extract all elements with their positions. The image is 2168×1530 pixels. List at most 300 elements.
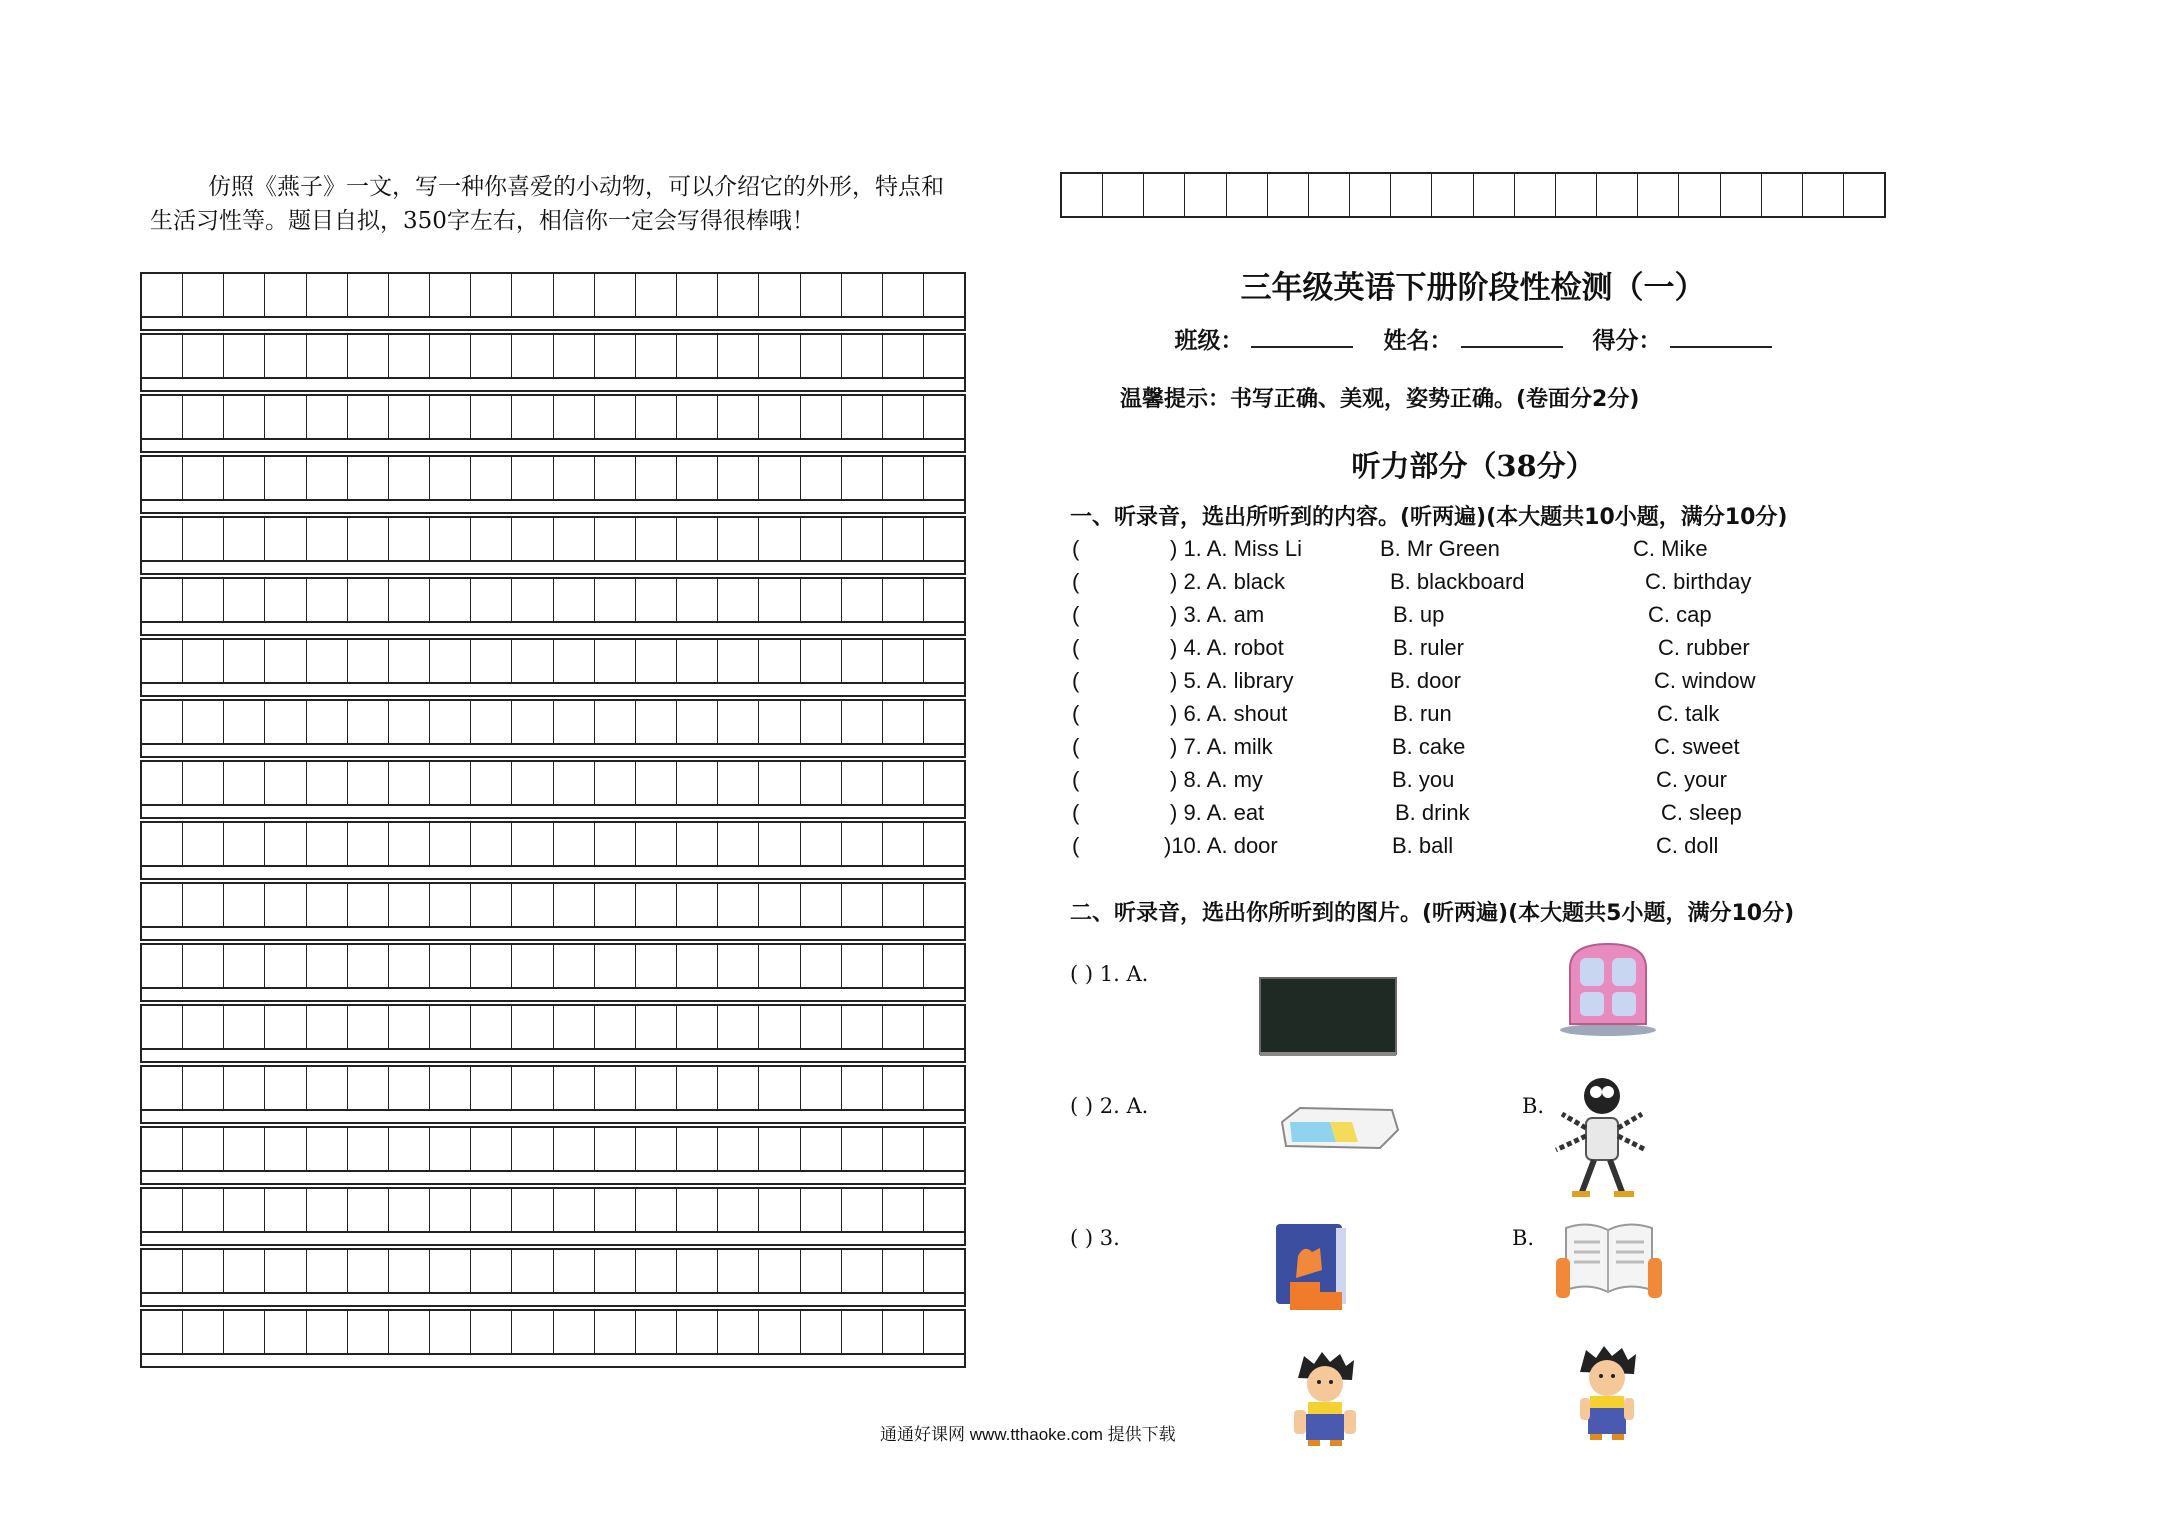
essay-grid-cell[interactable]	[265, 579, 306, 621]
answer-paren[interactable]: (	[1072, 701, 1080, 726]
essay-grid-cell[interactable]	[389, 457, 430, 499]
essay-grid-cell[interactable]	[1268, 174, 1309, 216]
essay-grid-cell[interactable]	[801, 1128, 842, 1170]
essay-grid-cell[interactable]	[183, 762, 224, 804]
essay-grid-cell[interactable]	[595, 335, 636, 377]
essay-grid-cell[interactable]	[842, 884, 883, 926]
essay-grid-cell[interactable]	[307, 945, 348, 987]
essay-grid-cell[interactable]	[142, 274, 183, 316]
essay-grid-cell[interactable]	[471, 518, 512, 560]
essay-grid-cell[interactable]	[430, 274, 471, 316]
essay-grid-cell[interactable]	[512, 396, 553, 438]
essay-grid-cell[interactable]	[512, 1250, 553, 1292]
essay-grid-cell[interactable]	[677, 396, 718, 438]
essay-grid-cell[interactable]	[677, 1250, 718, 1292]
essay-grid-cell[interactable]	[842, 701, 883, 743]
essay-grid-row[interactable]	[140, 1126, 966, 1172]
essay-grid-cell[interactable]	[718, 884, 759, 926]
essay-grid-cell[interactable]	[142, 1128, 183, 1170]
essay-grid-cell[interactable]	[1350, 174, 1391, 216]
essay-grid-cell[interactable]	[924, 1250, 964, 1292]
essay-grid-cell[interactable]	[842, 823, 883, 865]
answer-paren[interactable]: (	[1072, 569, 1080, 594]
essay-grid-cell[interactable]	[348, 640, 389, 682]
essay-grid-cell[interactable]	[883, 823, 924, 865]
essay-grid-cell[interactable]	[636, 701, 677, 743]
essay-grid-cell[interactable]	[759, 1067, 800, 1109]
essay-grid-cell[interactable]	[265, 701, 306, 743]
essay-grid-cell[interactable]	[1638, 174, 1679, 216]
essay-grid-cell[interactable]	[759, 1006, 800, 1048]
answer-paren[interactable]: (	[1072, 635, 1080, 660]
essay-grid-cell[interactable]	[883, 762, 924, 804]
essay-grid-cell[interactable]	[595, 1006, 636, 1048]
essay-grid-cell[interactable]	[183, 274, 224, 316]
essay-grid-cell[interactable]	[183, 1311, 224, 1353]
essay-grid-cell[interactable]	[595, 274, 636, 316]
essay-grid-cell[interactable]	[512, 762, 553, 804]
essay-grid-cell[interactable]	[348, 823, 389, 865]
essay-grid-cell[interactable]	[883, 274, 924, 316]
essay-grid-cell[interactable]	[512, 1311, 553, 1353]
essay-grid-cell[interactable]	[389, 701, 430, 743]
essay-grid-cell[interactable]	[307, 1250, 348, 1292]
essay-grid-cell[interactable]	[471, 640, 512, 682]
essay-grid-cell[interactable]	[389, 762, 430, 804]
essay-grid-cell[interactable]	[142, 823, 183, 865]
essay-grid-cell[interactable]	[512, 274, 553, 316]
essay-grid-cell[interactable]	[677, 1067, 718, 1109]
essay-grid-cell[interactable]	[801, 762, 842, 804]
essay-grid-cell[interactable]	[677, 457, 718, 499]
essay-grid-cell[interactable]	[924, 884, 964, 926]
essay-grid-cell[interactable]	[1844, 174, 1884, 216]
essay-grid-row[interactable]	[140, 394, 966, 440]
essay-grid-cell[interactable]	[348, 579, 389, 621]
essay-grid-cell[interactable]	[636, 335, 677, 377]
essay-grid-cell[interactable]	[1309, 174, 1350, 216]
essay-grid-cell[interactable]	[430, 396, 471, 438]
essay-grid-cell[interactable]	[677, 701, 718, 743]
essay-grid-cell[interactable]	[348, 518, 389, 560]
essay-grid-cell[interactable]	[142, 884, 183, 926]
essay-grid-cell[interactable]	[1721, 174, 1762, 216]
essay-grid-cell[interactable]	[471, 945, 512, 987]
essay-grid-cell[interactable]	[183, 1189, 224, 1231]
essay-grid-cell[interactable]	[1474, 174, 1515, 216]
essay-grid-row[interactable]	[140, 882, 966, 928]
essay-grid-cell[interactable]	[471, 762, 512, 804]
essay-grid-cell[interactable]	[389, 335, 430, 377]
essay-grid-cell[interactable]	[307, 762, 348, 804]
essay-grid-cell[interactable]	[595, 518, 636, 560]
essay-grid-cell[interactable]	[636, 1311, 677, 1353]
essay-grid-cell[interactable]	[842, 1311, 883, 1353]
essay-grid-cell[interactable]	[348, 396, 389, 438]
essay-grid-cell[interactable]	[224, 640, 265, 682]
essay-grid-cell[interactable]	[718, 274, 759, 316]
essay-grid-cell[interactable]	[389, 1189, 430, 1231]
essay-grid-cell[interactable]	[759, 1250, 800, 1292]
essay-grid-cell[interactable]	[554, 823, 595, 865]
essay-grid-cell[interactable]	[924, 518, 964, 560]
essay-grid-cell[interactable]	[718, 579, 759, 621]
essay-grid-cell[interactable]	[842, 1067, 883, 1109]
essay-grid-cell[interactable]	[595, 1250, 636, 1292]
essay-grid-cell[interactable]	[142, 1250, 183, 1292]
essay-grid-cell[interactable]	[265, 1311, 306, 1353]
essay-grid-cell[interactable]	[677, 1311, 718, 1353]
essay-grid-cell[interactable]	[348, 1250, 389, 1292]
essay-grid-cell[interactable]	[595, 701, 636, 743]
essay-grid-cell[interactable]	[883, 1006, 924, 1048]
essay-grid-cell[interactable]	[307, 1189, 348, 1231]
essay-grid-cell[interactable]	[265, 823, 306, 865]
essay-grid-row[interactable]	[140, 577, 966, 623]
essay-grid-cell[interactable]	[512, 457, 553, 499]
essay-grid-cell[interactable]	[677, 1128, 718, 1170]
essay-grid-cell[interactable]	[265, 945, 306, 987]
essay-grid-cell[interactable]	[389, 396, 430, 438]
essay-grid-cell[interactable]	[554, 335, 595, 377]
essay-grid-cell[interactable]	[1597, 174, 1638, 216]
essay-grid-cell[interactable]	[512, 945, 553, 987]
essay-grid-cell[interactable]	[471, 579, 512, 621]
essay-grid-cell[interactable]	[759, 762, 800, 804]
essay-grid-cell[interactable]	[924, 640, 964, 682]
essay-grid-cell[interactable]	[883, 1189, 924, 1231]
essay-grid-cell[interactable]	[224, 884, 265, 926]
essay-grid-cell[interactable]	[142, 335, 183, 377]
essay-grid-cell[interactable]	[759, 274, 800, 316]
essay-grid-cell[interactable]	[1144, 174, 1185, 216]
essay-grid-cell[interactable]	[307, 640, 348, 682]
essay-grid-cell[interactable]	[924, 457, 964, 499]
essay-grid-cell[interactable]	[430, 640, 471, 682]
essay-grid-cell[interactable]	[307, 701, 348, 743]
class-field[interactable]	[1251, 324, 1353, 348]
essay-grid-cell[interactable]	[595, 1311, 636, 1353]
essay-grid-cell[interactable]	[636, 640, 677, 682]
essay-grid-cell[interactable]	[307, 1067, 348, 1109]
essay-grid-cell[interactable]	[883, 396, 924, 438]
essay-grid-cell[interactable]	[883, 579, 924, 621]
essay-grid-cell[interactable]	[183, 823, 224, 865]
essay-grid-cell[interactable]	[718, 335, 759, 377]
essay-grid-cell[interactable]	[307, 1128, 348, 1170]
essay-grid-cell[interactable]	[924, 1311, 964, 1353]
answer-paren[interactable]: (	[1072, 767, 1080, 792]
essay-grid-cell[interactable]	[595, 1128, 636, 1170]
essay-grid-cell[interactable]	[471, 1006, 512, 1048]
essay-grid-cell[interactable]	[842, 1128, 883, 1170]
essay-grid-cell[interactable]	[924, 1006, 964, 1048]
essay-grid-cell[interactable]	[1103, 174, 1144, 216]
essay-grid-cell[interactable]	[183, 1067, 224, 1109]
essay-grid-cell[interactable]	[430, 884, 471, 926]
essay-grid-cell[interactable]	[265, 518, 306, 560]
essay-grid-cell[interactable]	[142, 640, 183, 682]
essay-grid-cell[interactable]	[636, 396, 677, 438]
essay-grid-row[interactable]	[140, 1248, 966, 1294]
essay-grid-cell[interactable]	[1062, 174, 1103, 216]
essay-grid-cell[interactable]	[883, 1128, 924, 1170]
essay-grid-cell[interactable]	[224, 762, 265, 804]
essay-grid-cell[interactable]	[1556, 174, 1597, 216]
essay-grid-cell[interactable]	[348, 1128, 389, 1170]
essay-grid-cell[interactable]	[554, 518, 595, 560]
essay-grid-cell[interactable]	[430, 1311, 471, 1353]
essay-grid-cell[interactable]	[512, 518, 553, 560]
essay-grid-cell[interactable]	[636, 1250, 677, 1292]
essay-grid-cell[interactable]	[801, 579, 842, 621]
essay-grid-cell[interactable]	[801, 1189, 842, 1231]
essay-grid-cell[interactable]	[512, 1189, 553, 1231]
essay-grid-cell[interactable]	[265, 640, 306, 682]
essay-grid-cell[interactable]	[554, 579, 595, 621]
essay-grid-cell[interactable]	[924, 945, 964, 987]
essay-grid-cell[interactable]	[801, 1250, 842, 1292]
essay-grid-cell[interactable]	[842, 457, 883, 499]
essay-grid-cell[interactable]	[595, 579, 636, 621]
essay-grid-cell[interactable]	[142, 1006, 183, 1048]
essay-grid-cell[interactable]	[183, 1128, 224, 1170]
essay-grid-cell[interactable]	[801, 457, 842, 499]
essay-grid-cell[interactable]	[677, 945, 718, 987]
essay-grid-cell[interactable]	[142, 1067, 183, 1109]
essay-grid-cell[interactable]	[389, 1006, 430, 1048]
essay-grid-row[interactable]	[140, 1004, 966, 1050]
essay-grid-cell[interactable]	[718, 823, 759, 865]
essay-grid-cell[interactable]	[1762, 174, 1803, 216]
essay-grid-cell[interactable]	[265, 274, 306, 316]
essay-grid-cell[interactable]	[307, 274, 348, 316]
essay-grid-cell[interactable]	[389, 884, 430, 926]
essay-grid-cell[interactable]	[224, 1189, 265, 1231]
essay-grid-cell[interactable]	[759, 396, 800, 438]
essay-grid-cell[interactable]	[554, 457, 595, 499]
essay-grid-cell[interactable]	[759, 823, 800, 865]
essay-grid-cell[interactable]	[677, 335, 718, 377]
essay-grid-cell[interactable]	[142, 396, 183, 438]
essay-grid-cell[interactable]	[142, 762, 183, 804]
essay-grid-cell[interactable]	[224, 457, 265, 499]
essay-grid-cell[interactable]	[883, 1067, 924, 1109]
essay-grid-cell[interactable]	[224, 823, 265, 865]
essay-grid-cell[interactable]	[348, 945, 389, 987]
essay-grid-cell[interactable]	[801, 701, 842, 743]
essay-grid-cell[interactable]	[348, 1067, 389, 1109]
essay-grid-cell[interactable]	[183, 579, 224, 621]
essay-grid-cell[interactable]	[883, 457, 924, 499]
essay-grid-cell[interactable]	[801, 823, 842, 865]
essay-grid-cell[interactable]	[265, 762, 306, 804]
essay-grid-cell[interactable]	[142, 579, 183, 621]
essay-grid-cell[interactable]	[554, 274, 595, 316]
essay-grid-cell[interactable]	[883, 701, 924, 743]
essay-grid-cell[interactable]	[1515, 174, 1556, 216]
essay-grid-cell[interactable]	[883, 335, 924, 377]
essay-grid-cell[interactable]	[718, 518, 759, 560]
essay-grid-cell[interactable]	[224, 396, 265, 438]
essay-grid-cell[interactable]	[348, 1189, 389, 1231]
essay-grid-cell[interactable]	[883, 1250, 924, 1292]
essay-grid-cell[interactable]	[430, 945, 471, 987]
essay-grid-cell[interactable]	[224, 1128, 265, 1170]
essay-grid-row[interactable]	[140, 638, 966, 684]
essay-grid-cell[interactable]	[389, 518, 430, 560]
essay-grid-cell[interactable]	[224, 1006, 265, 1048]
essay-grid-cell[interactable]	[842, 1189, 883, 1231]
answer-paren[interactable]: (	[1072, 833, 1080, 858]
essay-grid-cell[interactable]	[512, 335, 553, 377]
essay-grid-cell[interactable]	[142, 701, 183, 743]
essay-grid-cell[interactable]	[718, 1250, 759, 1292]
essay-grid-cell[interactable]	[307, 884, 348, 926]
essay-grid-cell[interactable]	[554, 640, 595, 682]
essay-grid-cell[interactable]	[759, 945, 800, 987]
essay-grid-row[interactable]	[140, 516, 966, 562]
essay-grid-cell[interactable]	[142, 1189, 183, 1231]
essay-grid-cell[interactable]	[512, 823, 553, 865]
essay-grid-cell[interactable]	[1391, 174, 1432, 216]
essay-grid-cell[interactable]	[183, 457, 224, 499]
essay-grid-cell[interactable]	[842, 762, 883, 804]
essay-grid-cell[interactable]	[512, 701, 553, 743]
essay-grid-cell[interactable]	[512, 579, 553, 621]
essay-grid-cell[interactable]	[224, 274, 265, 316]
essay-grid-cell[interactable]	[348, 701, 389, 743]
essay-grid-cell[interactable]	[389, 1067, 430, 1109]
essay-grid-cell[interactable]	[842, 396, 883, 438]
answer-paren[interactable]: (	[1072, 536, 1080, 561]
essay-grid-cell[interactable]	[389, 640, 430, 682]
essay-grid-cell[interactable]	[265, 1067, 306, 1109]
essay-grid-cell[interactable]	[595, 396, 636, 438]
essay-grid-cell[interactable]	[265, 1128, 306, 1170]
essay-grid-cell[interactable]	[554, 1311, 595, 1353]
answer-paren[interactable]: (	[1072, 800, 1080, 825]
essay-grid-cell[interactable]	[1432, 174, 1473, 216]
essay-grid-cell[interactable]	[718, 701, 759, 743]
essay-grid-cell[interactable]	[883, 945, 924, 987]
essay-grid-cell[interactable]	[801, 1311, 842, 1353]
essay-grid-row[interactable]	[140, 821, 966, 867]
essay-grid-cell[interactable]	[471, 1189, 512, 1231]
essay-grid-cell[interactable]	[183, 1006, 224, 1048]
essay-grid-cell[interactable]	[554, 701, 595, 743]
essay-grid-cell[interactable]	[430, 823, 471, 865]
essay-grid-cell[interactable]	[348, 274, 389, 316]
essay-grid-cell[interactable]	[471, 1067, 512, 1109]
essay-grid-cell[interactable]	[307, 823, 348, 865]
essay-grid-row[interactable]	[140, 1309, 966, 1355]
essay-grid-cell[interactable]	[471, 701, 512, 743]
essay-grid-row[interactable]	[140, 1187, 966, 1233]
essay-grid-cell[interactable]	[224, 335, 265, 377]
essay-grid-cell[interactable]	[718, 1128, 759, 1170]
essay-grid-cell[interactable]	[430, 762, 471, 804]
essay-grid-cell[interactable]	[389, 579, 430, 621]
essay-grid-cell[interactable]	[801, 396, 842, 438]
essay-grid-cell[interactable]	[389, 274, 430, 316]
essay-grid-cell[interactable]	[759, 1128, 800, 1170]
essay-grid-cell[interactable]	[389, 945, 430, 987]
essay-grid-cell[interactable]	[801, 1067, 842, 1109]
essay-grid-cell[interactable]	[430, 1189, 471, 1231]
essay-grid-cell[interactable]	[430, 1128, 471, 1170]
essay-grid-cell[interactable]	[842, 1006, 883, 1048]
essay-grid-cell[interactable]	[595, 640, 636, 682]
essay-grid-cell[interactable]	[718, 1006, 759, 1048]
essay-grid-cell[interactable]	[677, 518, 718, 560]
essay-grid-cell[interactable]	[554, 1067, 595, 1109]
essay-grid-row[interactable]	[140, 943, 966, 989]
essay-grid-cell[interactable]	[471, 1128, 512, 1170]
essay-grid-top-row[interactable]	[1060, 172, 1886, 218]
essay-grid-cell[interactable]	[142, 518, 183, 560]
essay-grid-cell[interactable]	[924, 823, 964, 865]
essay-grid-cell[interactable]	[677, 823, 718, 865]
essay-grid-cell[interactable]	[677, 1189, 718, 1231]
essay-grid-cell[interactable]	[554, 1189, 595, 1231]
essay-grid-cell[interactable]	[554, 762, 595, 804]
essay-grid-cell[interactable]	[224, 1250, 265, 1292]
essay-grid-cell[interactable]	[554, 1250, 595, 1292]
essay-grid-cell[interactable]	[759, 518, 800, 560]
essay-grid-cell[interactable]	[636, 823, 677, 865]
essay-grid-cell[interactable]	[265, 396, 306, 438]
essay-grid-cell[interactable]	[265, 884, 306, 926]
answer-paren[interactable]: (	[1072, 602, 1080, 627]
essay-grid-row[interactable]	[140, 699, 966, 745]
essay-grid-cell[interactable]	[471, 1311, 512, 1353]
essay-grid-cell[interactable]	[224, 579, 265, 621]
essay-grid-cell[interactable]	[924, 1128, 964, 1170]
essay-grid-cell[interactable]	[512, 1006, 553, 1048]
essay-grid-cell[interactable]	[636, 945, 677, 987]
essay-grid-cell[interactable]	[307, 335, 348, 377]
essay-grid-cell[interactable]	[801, 1006, 842, 1048]
essay-grid-cell[interactable]	[924, 396, 964, 438]
essay-grid-cell[interactable]	[636, 762, 677, 804]
essay-grid-cell[interactable]	[842, 579, 883, 621]
essay-grid-cell[interactable]	[759, 884, 800, 926]
essay-grid-cell[interactable]	[924, 701, 964, 743]
essay-grid-cell[interactable]	[142, 1311, 183, 1353]
essay-grid-cell[interactable]	[307, 579, 348, 621]
essay-grid-cell[interactable]	[595, 945, 636, 987]
essay-grid-cell[interactable]	[348, 335, 389, 377]
essay-grid-cell[interactable]	[636, 884, 677, 926]
essay-grid-cell[interactable]	[883, 518, 924, 560]
essay-grid-cell[interactable]	[842, 335, 883, 377]
essay-grid-cell[interactable]	[348, 884, 389, 926]
essay-grid-cell[interactable]	[554, 1006, 595, 1048]
essay-grid-row[interactable]	[140, 1065, 966, 1111]
answer-paren[interactable]: (	[1072, 668, 1080, 693]
essay-grid-cell[interactable]	[636, 274, 677, 316]
essay-grid-cell[interactable]	[471, 396, 512, 438]
essay-grid-cell[interactable]	[430, 1067, 471, 1109]
essay-grid-cell[interactable]	[636, 1006, 677, 1048]
answer-paren[interactable]: (	[1072, 734, 1080, 759]
essay-grid-cell[interactable]	[883, 640, 924, 682]
essay-grid-cell[interactable]	[554, 396, 595, 438]
essay-grid-cell[interactable]	[636, 1189, 677, 1231]
essay-grid-cell[interactable]	[677, 884, 718, 926]
essay-grid-cell[interactable]	[430, 579, 471, 621]
